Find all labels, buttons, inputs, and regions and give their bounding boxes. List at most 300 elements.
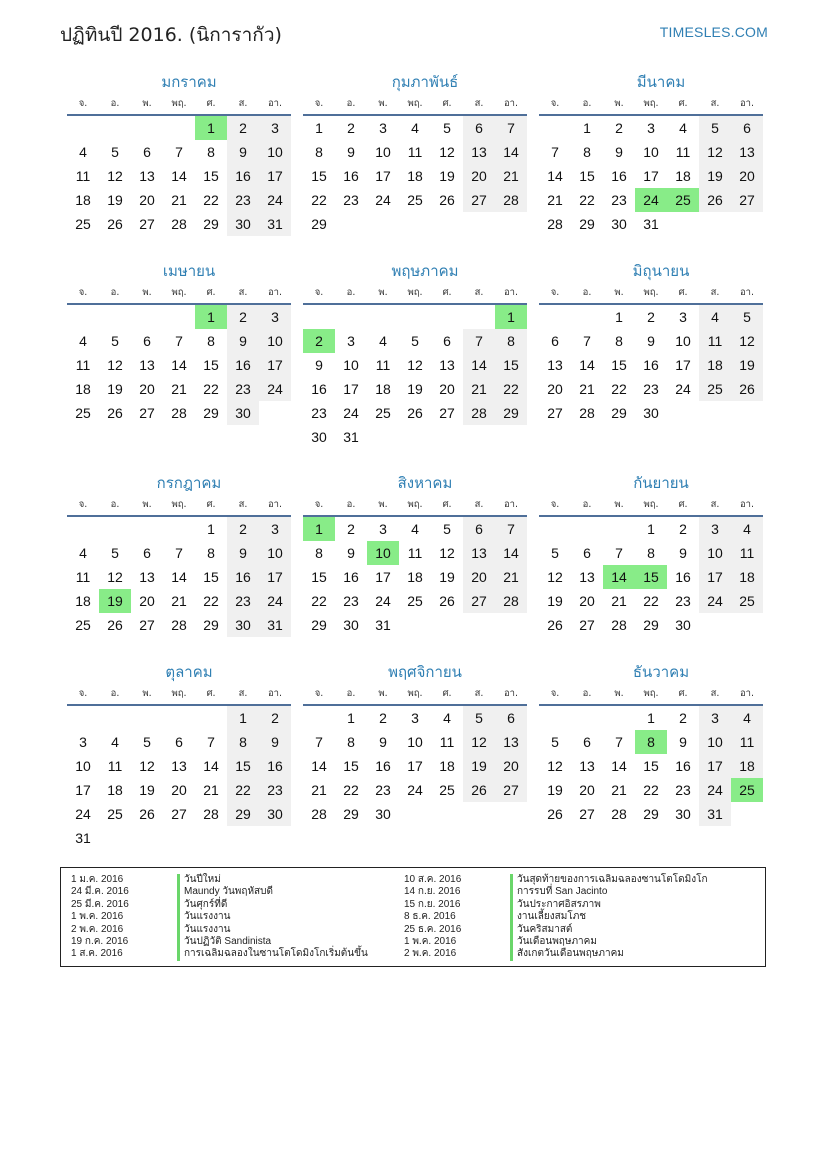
empty-cell	[163, 706, 195, 730]
day-cell: 16	[227, 353, 259, 377]
holiday-day-cell: 2	[303, 329, 335, 353]
day-cell: 14	[171, 569, 187, 585]
day-cell: 16	[227, 164, 259, 188]
day-cell: 9	[347, 144, 355, 160]
month-name: กันยายน	[633, 474, 689, 492]
empty-cell	[131, 116, 163, 140]
day-cell: 8	[347, 734, 355, 750]
weekday-label: อา.	[267, 499, 283, 510]
day-cell: 7	[315, 734, 323, 750]
day-cell: 4	[79, 144, 87, 160]
day-cell: 18	[731, 565, 763, 589]
weekday-label: อ.	[110, 688, 120, 699]
day-cell: 10	[259, 541, 291, 565]
day-cell: 17	[259, 164, 291, 188]
empty-cell	[163, 305, 195, 329]
day-grid	[303, 116, 527, 236]
day-cell: 12	[107, 569, 123, 585]
weekday-label: พฤ.	[171, 98, 187, 109]
day-cell: 16	[311, 381, 327, 397]
weekday-label: ส.	[238, 499, 248, 510]
day-cell: 22	[311, 593, 327, 609]
weekday-label: พ.	[378, 688, 388, 699]
empty-cell	[603, 517, 635, 541]
weekday-label: อ.	[110, 98, 120, 109]
weekday-label: พฤ.	[643, 688, 659, 699]
day-cell: 26	[107, 617, 123, 633]
day-cell: 11	[407, 144, 423, 160]
weekday-header	[539, 495, 763, 517]
holiday-date: 25 มี.ค. 2016	[71, 898, 129, 910]
day-cell: 13	[171, 758, 187, 774]
day-cell: 19	[107, 381, 123, 397]
day-cell: 15	[495, 353, 527, 377]
month-calendar	[303, 71, 527, 236]
weekday-label: ส.	[238, 688, 248, 699]
day-cell: 12	[463, 730, 495, 754]
weekday-label: จ.	[314, 287, 324, 298]
month-calendar	[67, 71, 291, 236]
weekday-label: ศ.	[442, 98, 452, 109]
weekday-label: อ.	[346, 688, 356, 699]
weekday-label: อ.	[582, 499, 592, 510]
weekday-label: ส.	[474, 499, 484, 510]
weekday-label: พ.	[614, 98, 624, 109]
day-cell: 21	[311, 782, 327, 798]
holiday-date: 10 ส.ค. 2016	[404, 874, 462, 885]
day-cell: 20	[171, 782, 187, 798]
day-cell: 20	[731, 164, 763, 188]
holiday-list-left	[71, 874, 368, 961]
day-cell: 6	[583, 734, 591, 750]
day-cell: 21	[203, 782, 219, 798]
day-cell: 29	[311, 617, 327, 633]
day-cell: 28	[311, 806, 327, 822]
day-cell: 12	[407, 357, 423, 373]
month-calendar	[539, 71, 763, 236]
day-cell: 13	[463, 541, 495, 565]
day-cell: 20	[139, 593, 155, 609]
day-cell: 14	[171, 357, 187, 373]
holiday-name: วันแรงงาน	[177, 911, 230, 923]
empty-cell	[539, 706, 571, 730]
day-cell: 18	[407, 569, 423, 585]
day-cell: 28	[171, 405, 187, 421]
day-cell: 30	[643, 405, 659, 421]
weekday-label: จ.	[550, 287, 560, 298]
holiday-date: 2 พ.ค. 2016	[71, 923, 124, 935]
day-cell: 14	[547, 168, 563, 184]
day-cell: 29	[579, 216, 595, 232]
day-cell: 17	[375, 569, 391, 585]
day-cell: 29	[495, 401, 527, 425]
day-cell: 23	[375, 782, 391, 798]
weekday-label: พ.	[142, 98, 152, 109]
day-cell: 9	[227, 329, 259, 353]
day-cell: 13	[495, 730, 527, 754]
day-cell: 30	[227, 613, 259, 637]
day-cell: 26	[439, 593, 455, 609]
day-cell: 13	[547, 357, 563, 373]
day-cell: 22	[643, 782, 659, 798]
day-cell: 27	[495, 778, 527, 802]
holiday-row	[404, 886, 708, 898]
day-cell: 24	[259, 589, 291, 613]
day-cell: 7	[495, 517, 527, 541]
day-cell: 2	[227, 116, 259, 140]
day-cell: 17	[407, 758, 423, 774]
day-grid	[67, 517, 291, 637]
holiday-day-cell: 8	[635, 730, 667, 754]
day-cell: 31	[259, 212, 291, 236]
day-cell: 27	[731, 188, 763, 212]
day-cell: 8	[207, 144, 215, 160]
day-cell: 5	[411, 333, 419, 349]
weekday-label: พ.	[142, 287, 152, 298]
day-cell: 2	[259, 706, 291, 730]
holiday-name: วันแรงงาน	[177, 924, 230, 936]
day-cell: 26	[107, 216, 123, 232]
holiday-list-right	[404, 874, 708, 961]
day-cell: 13	[139, 569, 155, 585]
weekday-label: พฤ.	[643, 98, 659, 109]
day-cell: 8	[583, 144, 591, 160]
day-cell: 11	[75, 168, 91, 184]
day-cell: 5	[443, 120, 451, 136]
day-cell: 24	[75, 806, 91, 822]
day-cell: 10	[643, 144, 659, 160]
day-cell: 15	[643, 758, 659, 774]
day-cell: 18	[731, 754, 763, 778]
day-cell: 26	[547, 617, 563, 633]
day-cell: 20	[139, 381, 155, 397]
day-cell: 23	[675, 593, 691, 609]
day-cell: 6	[143, 144, 151, 160]
day-grid	[303, 305, 527, 449]
empty-cell	[67, 517, 99, 541]
month-calendar	[303, 661, 527, 826]
day-cell: 14	[463, 353, 495, 377]
day-cell: 15	[611, 357, 627, 373]
day-cell: 27	[139, 405, 155, 421]
day-cell: 7	[463, 329, 495, 353]
holiday-date: 24 มี.ค. 2016	[71, 886, 129, 898]
day-cell: 11	[75, 569, 91, 585]
day-cell: 26	[463, 778, 495, 802]
day-cell: 15	[203, 569, 219, 585]
day-cell: 24	[343, 405, 359, 421]
day-cell: 7	[175, 545, 183, 561]
weekday-label: จ.	[78, 287, 88, 298]
weekday-header	[303, 684, 527, 706]
day-cell: 8	[647, 545, 655, 561]
weekday-label: ส.	[710, 287, 720, 298]
day-cell: 3	[259, 305, 291, 329]
empty-cell	[99, 305, 131, 329]
month-calendar	[67, 260, 291, 425]
day-cell: 11	[731, 541, 763, 565]
weekday-label: อ.	[346, 499, 356, 510]
day-cell: 19	[547, 593, 563, 609]
month-name: สิงหาคม	[397, 474, 453, 492]
day-cell: 23	[227, 188, 259, 212]
empty-cell	[303, 305, 335, 329]
month-calendar	[539, 472, 763, 637]
holiday-name: วันปีใหม่	[177, 874, 221, 886]
weekday-label: ส.	[474, 688, 484, 699]
holiday-row	[404, 911, 708, 923]
holiday-name: การเฉลิมฉลองในซานโตโดมิงโกเริ่มต้นขึ้น	[177, 948, 368, 960]
day-grid	[67, 116, 291, 236]
weekday-label: พฤ.	[407, 499, 423, 510]
holiday-list	[60, 867, 766, 967]
holiday-date: 19 ก.ค. 2016	[71, 935, 129, 947]
weekday-label: ส.	[238, 98, 248, 109]
day-cell: 15	[203, 168, 219, 184]
day-cell: 28	[547, 216, 563, 232]
day-cell: 6	[443, 333, 451, 349]
day-cell: 23	[227, 377, 259, 401]
weekday-label: ศ.	[678, 688, 688, 699]
day-cell: 13	[579, 758, 595, 774]
holiday-name: Maundy วันพฤหัสบดี	[177, 886, 273, 898]
day-cell: 25	[107, 806, 123, 822]
day-cell: 25	[75, 405, 91, 421]
weekday-label: อา.	[739, 98, 755, 109]
holiday-row	[71, 924, 368, 936]
day-cell: 4	[731, 517, 763, 541]
day-cell: 14	[611, 758, 627, 774]
weekday-label: อา.	[267, 98, 283, 109]
weekday-label: พฤ.	[643, 499, 659, 510]
day-cell: 18	[407, 168, 423, 184]
empty-cell	[99, 706, 131, 730]
weekday-header	[539, 94, 763, 116]
day-cell: 12	[547, 758, 563, 774]
day-cell: 23	[311, 405, 327, 421]
day-cell: 2	[347, 521, 355, 537]
weekday-label: ศ.	[442, 287, 452, 298]
day-cell: 2	[227, 517, 259, 541]
day-cell: 13	[439, 357, 455, 373]
day-grid	[67, 706, 291, 850]
day-cell: 14	[311, 758, 327, 774]
day-cell: 23	[259, 778, 291, 802]
day-cell: 1	[207, 521, 215, 537]
day-cell: 10	[699, 730, 731, 754]
day-cell: 28	[171, 216, 187, 232]
holiday-name: สังเกตวันเดือนพฤษภาคม	[510, 948, 624, 960]
weekday-label: พฤ.	[407, 287, 423, 298]
day-cell: 4	[111, 734, 119, 750]
day-cell: 22	[579, 192, 595, 208]
day-cell: 21	[171, 192, 187, 208]
day-cell: 21	[495, 164, 527, 188]
weekday-header	[67, 495, 291, 517]
day-cell: 14	[171, 168, 187, 184]
weekday-label: ศ.	[206, 98, 216, 109]
day-cell: 24	[407, 782, 423, 798]
empty-cell	[603, 706, 635, 730]
weekday-label: จ.	[314, 688, 324, 699]
day-cell: 5	[463, 706, 495, 730]
day-cell: 9	[259, 730, 291, 754]
day-cell: 26	[547, 806, 563, 822]
day-cell: 16	[643, 357, 659, 373]
day-cell: 19	[547, 782, 563, 798]
day-cell: 30	[675, 806, 691, 822]
day-cell: 3	[379, 521, 387, 537]
day-cell: 19	[463, 754, 495, 778]
day-cell: 30	[227, 401, 259, 425]
day-cell: 5	[551, 734, 559, 750]
weekday-header	[67, 684, 291, 706]
holiday-name: งานเลี้ยงสมโภช	[510, 911, 586, 923]
day-cell: 15	[311, 569, 327, 585]
weekday-header	[67, 283, 291, 305]
day-cell: 15	[343, 758, 359, 774]
holiday-date: 15 ก.ย. 2016	[404, 898, 461, 910]
day-cell: 19	[107, 192, 123, 208]
holiday-row	[71, 899, 368, 911]
site-link[interactable]: TIMESLES.COM	[659, 24, 768, 40]
day-cell: 23	[611, 192, 627, 208]
day-cell: 6	[463, 116, 495, 140]
weekday-label: พฤ.	[643, 287, 659, 298]
day-cell: 25	[375, 405, 391, 421]
day-cell: 20	[495, 754, 527, 778]
holiday-name: วันประกาศอิสรภาพ	[510, 899, 601, 911]
day-cell: 21	[579, 381, 595, 397]
day-cell: 29	[227, 802, 259, 826]
month-name: พฤศจิกายน	[388, 663, 462, 681]
weekday-label: พ.	[142, 499, 152, 510]
day-cell: 4	[379, 333, 387, 349]
day-cell: 4	[731, 706, 763, 730]
weekday-label: จ.	[550, 688, 560, 699]
empty-cell	[571, 706, 603, 730]
holiday-row	[71, 911, 368, 923]
day-cell: 8	[315, 545, 323, 561]
month-calendar	[67, 472, 291, 637]
day-cell: 28	[203, 806, 219, 822]
day-cell: 10	[699, 541, 731, 565]
day-cell: 23	[643, 381, 659, 397]
day-cell: 28	[495, 589, 527, 613]
day-cell: 19	[407, 381, 423, 397]
weekday-label: อา.	[267, 688, 283, 699]
day-cell: 9	[379, 734, 387, 750]
day-cell: 29	[203, 617, 219, 633]
day-cell: 17	[375, 168, 391, 184]
weekday-label: จ.	[78, 98, 88, 109]
holiday-date: 1 ม.ค. 2016	[71, 874, 124, 885]
day-cell: 13	[463, 140, 495, 164]
day-cell: 21	[171, 593, 187, 609]
day-cell: 15	[311, 168, 327, 184]
weekday-label: อา.	[503, 287, 519, 298]
weekday-header	[303, 283, 527, 305]
day-grid	[539, 517, 763, 637]
day-cell: 5	[443, 521, 451, 537]
day-cell: 26	[107, 405, 123, 421]
day-cell: 28	[611, 617, 627, 633]
day-cell: 26	[139, 806, 155, 822]
day-cell: 12	[139, 758, 155, 774]
day-cell: 6	[495, 706, 527, 730]
day-cell: 30	[259, 802, 291, 826]
empty-cell	[399, 305, 431, 329]
day-cell: 14	[495, 140, 527, 164]
day-cell: 18	[75, 593, 91, 609]
day-cell: 14	[495, 541, 527, 565]
weekday-label: ศ.	[678, 499, 688, 510]
weekday-label: พ.	[378, 98, 388, 109]
day-cell: 31	[343, 429, 359, 445]
weekday-label: จ.	[550, 98, 560, 109]
day-cell: 30	[611, 216, 627, 232]
day-cell: 25	[407, 593, 423, 609]
weekday-label: อา.	[739, 688, 755, 699]
day-cell: 5	[699, 116, 731, 140]
empty-cell	[539, 305, 571, 329]
day-cell: 5	[143, 734, 151, 750]
day-cell: 28	[611, 806, 627, 822]
day-cell: 9	[227, 541, 259, 565]
day-cell: 18	[75, 192, 91, 208]
holiday-day-cell: 1	[495, 305, 527, 329]
holiday-date: 8 ธ.ค. 2016	[404, 911, 456, 923]
holiday-day-cell: 24	[635, 188, 667, 212]
day-cell: 2	[227, 305, 259, 329]
weekday-label: พ.	[614, 688, 624, 699]
day-cell: 8	[207, 545, 215, 561]
day-cell: 30	[227, 212, 259, 236]
day-cell: 17	[259, 565, 291, 589]
day-grid	[539, 706, 763, 826]
day-cell: 16	[227, 565, 259, 589]
weekday-label: พฤ.	[171, 287, 187, 298]
day-cell: 24	[699, 778, 731, 802]
month-calendar	[539, 260, 763, 425]
weekday-label: ศ.	[678, 98, 688, 109]
holiday-day-cell: 1	[195, 305, 227, 329]
day-cell: 12	[439, 545, 455, 561]
weekday-label: พ.	[378, 499, 388, 510]
holiday-name: วันปฏิวัติ Sandinista	[177, 936, 271, 948]
empty-cell	[99, 517, 131, 541]
day-cell: 19	[731, 353, 763, 377]
empty-cell	[131, 706, 163, 730]
weekday-label: จ.	[314, 499, 324, 510]
day-cell: 5	[111, 545, 119, 561]
day-cell: 24	[375, 593, 391, 609]
weekday-label: ศ.	[442, 499, 452, 510]
empty-cell	[539, 116, 571, 140]
weekday-label: อา.	[503, 688, 519, 699]
day-cell: 11	[407, 545, 423, 561]
day-cell: 6	[583, 545, 591, 561]
day-cell: 1	[583, 120, 591, 136]
day-cell: 31	[75, 830, 91, 846]
day-cell: 6	[731, 116, 763, 140]
day-cell: 21	[495, 565, 527, 589]
day-cell: 18	[107, 782, 123, 798]
day-cell: 24	[675, 381, 691, 397]
day-cell: 30	[311, 429, 327, 445]
day-cell: 10	[675, 333, 691, 349]
day-cell: 27	[463, 188, 495, 212]
